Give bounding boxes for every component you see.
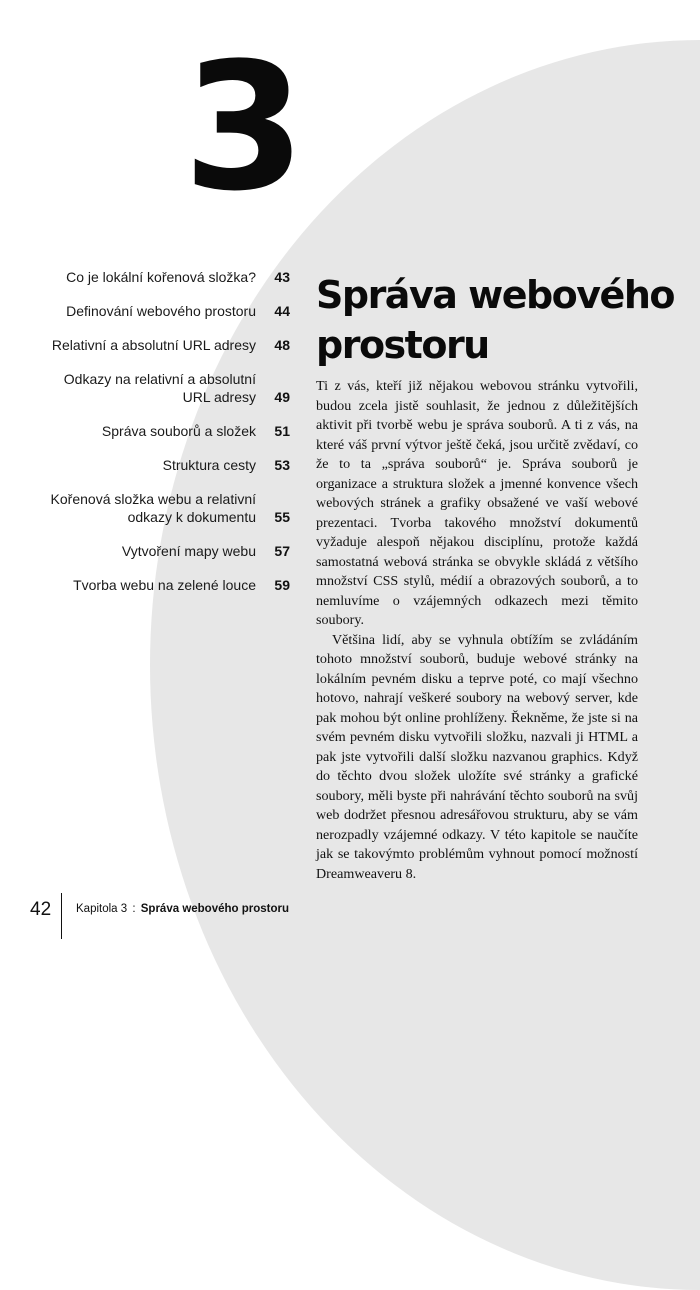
toc-item-page: 57 [274, 543, 290, 559]
toc-item-page: 43 [274, 269, 290, 285]
toc-item-page: 49 [274, 389, 290, 405]
footer-chapter-label: Kapitola 3 [76, 903, 128, 915]
toc-item-title: Definování webového prostoru [66, 303, 256, 319]
toc-item[interactable] [20, 422, 290, 440]
footer-separator: : [132, 903, 136, 915]
toc-item-title: Co je lokální kořenová složka? [66, 269, 256, 285]
toc-item-title: Vytvoření mapy webu [121, 543, 256, 559]
toc-item-page: 53 [274, 457, 290, 473]
toc-item[interactable] [20, 576, 290, 594]
toc-item[interactable] [20, 490, 290, 526]
toc-item-page: 59 [274, 577, 290, 593]
toc-item-title: Správa souborů a složek [101, 423, 256, 439]
body-text [316, 377, 638, 884]
toc-item[interactable] [20, 370, 290, 406]
toc-item-page: 44 [274, 303, 290, 319]
toc-item-title: Struktura cesty [162, 457, 256, 473]
toc-item-page: 55 [274, 509, 290, 525]
footer-divider [61, 893, 62, 939]
toc-item[interactable] [20, 268, 290, 286]
toc-item[interactable] [20, 302, 290, 320]
footer-chapter-title: Správa webového prostoru [140, 903, 290, 915]
toc-item-page: 51 [274, 423, 290, 439]
toc-item-page: 48 [274, 337, 290, 353]
page-number: 42 [30, 899, 52, 920]
toc-item[interactable] [20, 542, 290, 560]
chapter-title: Správa webového prostoru [316, 273, 674, 367]
paragraph: Ti z vás, kteří již nějakou webovou stránku vytvořili, budou zcela jistě souhlasit, že jednou z důležitějších aktivit při tvorbě webu je správa souborů. A ti z vás, na které váš první výtvor ještě čeká, jsou určitě zvědaví, co že to ta „správa souborů“ je. Správa souborů je organizace a struktura složek a jmenné konvence všech webových stránek a grafiky obsažené ve vaší webové prezentaci. Tvorba takového množství dokumentů vyžaduje alespoň nějakou disciplínu, protože každá samostatná webová stránka se obvykle skládá z většího množství CSS stylů, médií a obrazových souborů, a to nemluvíme o vzájemných odkazech mezi těmito soubory. [316, 378, 638, 628]
paragraph: Většina lidí, aby se vyhnula obtížím se zvládáním tohoto množství souborů, buduje webové stránky na lokálním pevném disku a teprve poté, co mají všechno hotovo, nahrají veškeré soubory na webový server, kde pak mohou být online prohlíženy. Řekněme, že jste si na svém pevném disku vytvořili složku, nazvali ji HTML a pak jste vytvořili další složku nazvanou graphics. Když do těchto dvou složek uložíte své stránky a grafické soubory, měli byste při nahrávání těchto souborů na svůj web dodržet přesnou adresářovou strukturu, aby se vám nerozpadly vzájemné odkazy. V této kapitole se naučíte jak se takovýmto problémům vyhnout pomocí možností Dreamweaveru 8. [316, 631, 638, 882]
toc-item-title: Kořenová složka webu a relativní odkazy k dokumentu [50, 491, 256, 525]
toc-item[interactable] [20, 456, 290, 474]
toc-item-title: Odkazy na relativní a absolutní URL adresy [63, 371, 256, 405]
toc-item-title: Relativní a absolutní URL adresy [51, 337, 256, 353]
toc-item[interactable] [20, 336, 290, 354]
running-footer [76, 903, 289, 915]
chapter-number: 3 [183, 25, 302, 230]
table-of-contents [20, 268, 290, 610]
toc-item-title: Tvorba webu na zelené louce [73, 577, 256, 593]
